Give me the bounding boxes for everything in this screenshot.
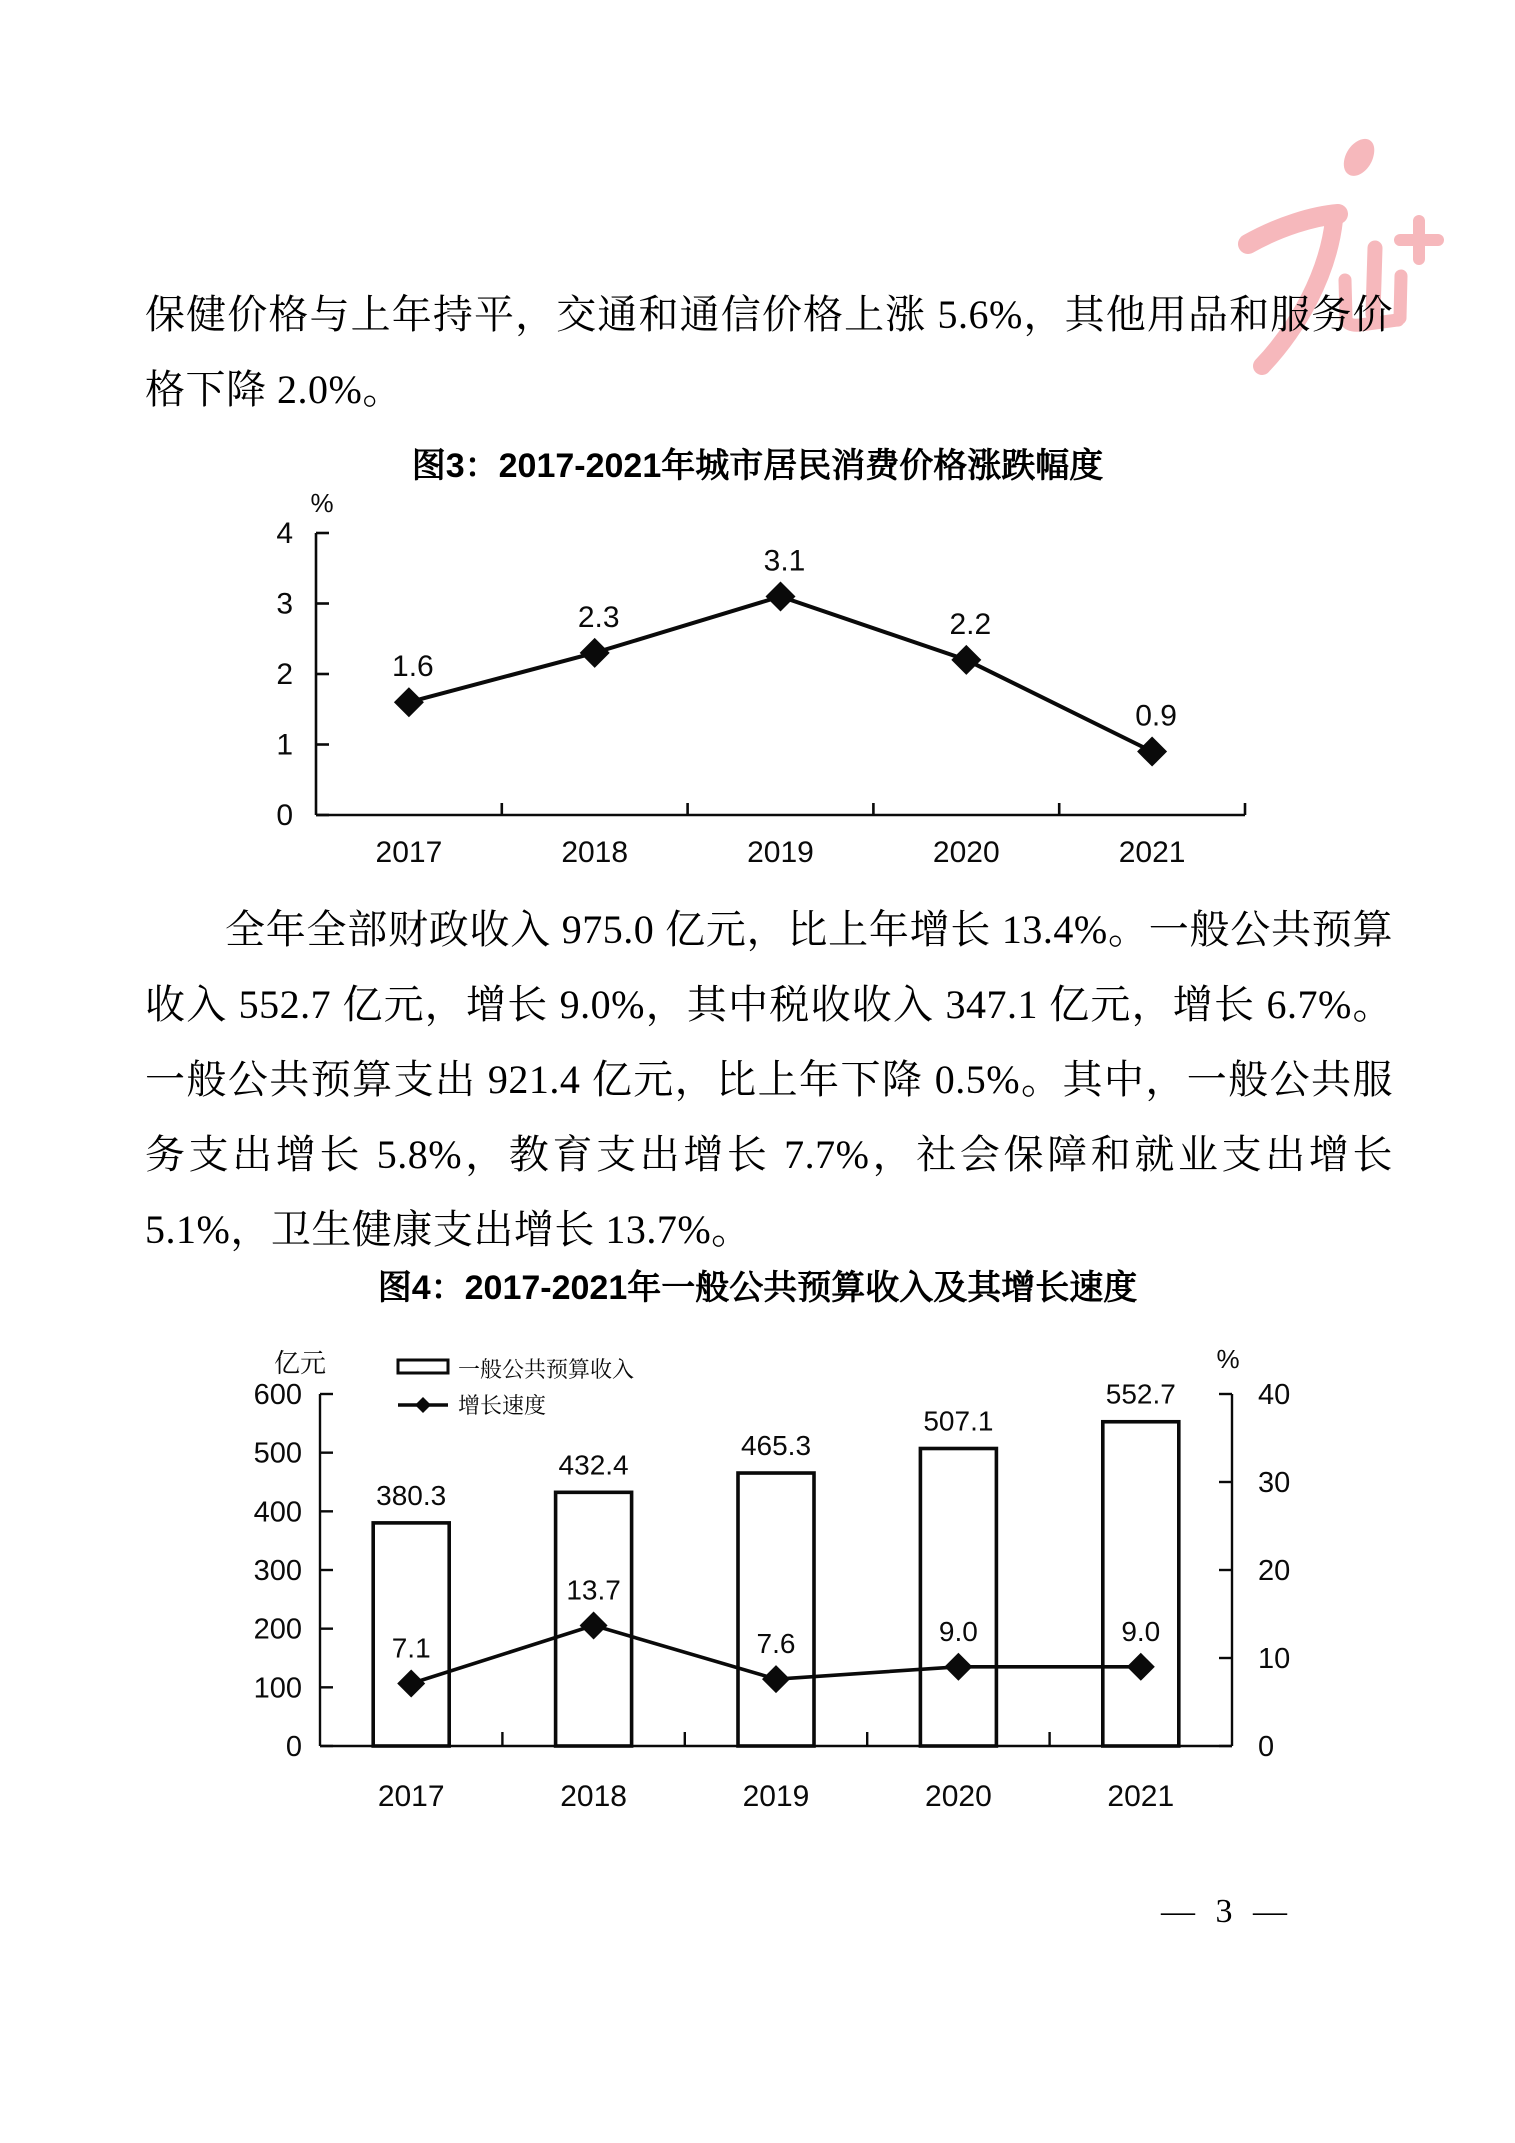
svg-text:2019: 2019 (747, 836, 814, 869)
svg-text:0.9: 0.9 (1135, 699, 1177, 733)
svg-text:%: % (1216, 1344, 1240, 1374)
svg-text:1.6: 1.6 (392, 650, 434, 684)
svg-text:2018: 2018 (560, 1780, 627, 1813)
svg-text:400: 400 (253, 1496, 302, 1529)
svg-text:亿元: 亿元 (273, 1348, 327, 1378)
svg-text:7.6: 7.6 (756, 1628, 796, 1660)
svg-text:2021: 2021 (1118, 836, 1186, 869)
svg-text:一般公共预算收入: 一般公共预算收入 (458, 1357, 635, 1382)
svg-text:10: 10 (1258, 1643, 1291, 1675)
svg-text:40: 40 (1258, 1379, 1291, 1411)
svg-text:2.3: 2.3 (577, 600, 620, 634)
svg-text:增长速度: 增长速度 (458, 1393, 547, 1418)
svg-text:0: 0 (1258, 1731, 1275, 1763)
svg-text:500: 500 (253, 1437, 302, 1470)
fig3-series (394, 581, 1167, 766)
figure4-title: 图4：2017-2021年一般公共预算收入及其增长速度 (377, 1269, 1138, 1307)
paragraph-cpi: 保健价格与上年持平，交通和通信价格上涨 5.6%，其他用品和服务价格下降 2.0%。 (145, 292, 1393, 412)
svg-text:600: 600 (253, 1379, 302, 1411)
svg-text:9.0: 9.0 (938, 1615, 978, 1647)
svg-text:1: 1 (276, 728, 293, 762)
svg-text:465.3: 465.3 (740, 1430, 812, 1462)
fig4-bars (373, 1422, 1179, 1746)
svg-text:2: 2 (276, 658, 293, 691)
svg-text:507.1: 507.1 (923, 1405, 994, 1437)
svg-text:2019: 2019 (742, 1780, 810, 1813)
figure3-line-chart (0, 480, 1515, 880)
svg-text:380.3: 380.3 (376, 1479, 447, 1511)
svg-text:2017: 2017 (377, 1780, 445, 1813)
svg-text:100: 100 (253, 1672, 302, 1705)
figure4-bar-line-chart (0, 1330, 1515, 1860)
svg-text:13.7: 13.7 (566, 1574, 621, 1606)
svg-text:2021: 2021 (1107, 1780, 1175, 1813)
svg-text:30: 30 (1258, 1467, 1291, 1499)
page-number: — 3 — (1161, 1893, 1293, 1930)
svg-text:432.4: 432.4 (558, 1449, 629, 1481)
svg-text:%: % (310, 488, 334, 518)
svg-text:0: 0 (285, 1731, 302, 1763)
figure3-title: 图3：2017-2021年城市居民消费价格涨跌幅度 (411, 447, 1104, 485)
svg-text:200: 200 (253, 1613, 302, 1646)
svg-text:2020: 2020 (932, 836, 1000, 869)
svg-text:20: 20 (1258, 1555, 1291, 1587)
svg-text:2017: 2017 (375, 836, 443, 869)
fig4-legend (398, 1357, 634, 1418)
svg-text:2.2: 2.2 (949, 607, 992, 641)
svg-text:9.0: 9.0 (1121, 1615, 1161, 1647)
svg-text:300: 300 (253, 1555, 302, 1587)
svg-text:4: 4 (276, 517, 293, 550)
svg-text:3.1: 3.1 (763, 544, 806, 578)
svg-text:2020: 2020 (925, 1780, 992, 1813)
svg-text:7.1: 7.1 (391, 1632, 431, 1664)
svg-text:3: 3 (276, 587, 293, 621)
svg-text:2018: 2018 (561, 836, 629, 869)
paragraph-fiscal: 全年全部财政收入 975.0 亿元，比上年增长 13.4%。一般公共预算收入 552.7 亿元，增长 9.0%，其中税收收入 347.1 亿元，增长 6.7%。一般公共预算支出 921.4 亿元，比上年下降 0.5%。其中，一般公共服务支出增长 5.8%，教育支出增长 7.7%，社会保障和就业支出增长 5.1%，卫生健康支出增长 13.7%。 (145, 907, 1393, 1252)
svg-text:552.7: 552.7 (1105, 1378, 1176, 1410)
svg-text:0: 0 (276, 799, 293, 832)
